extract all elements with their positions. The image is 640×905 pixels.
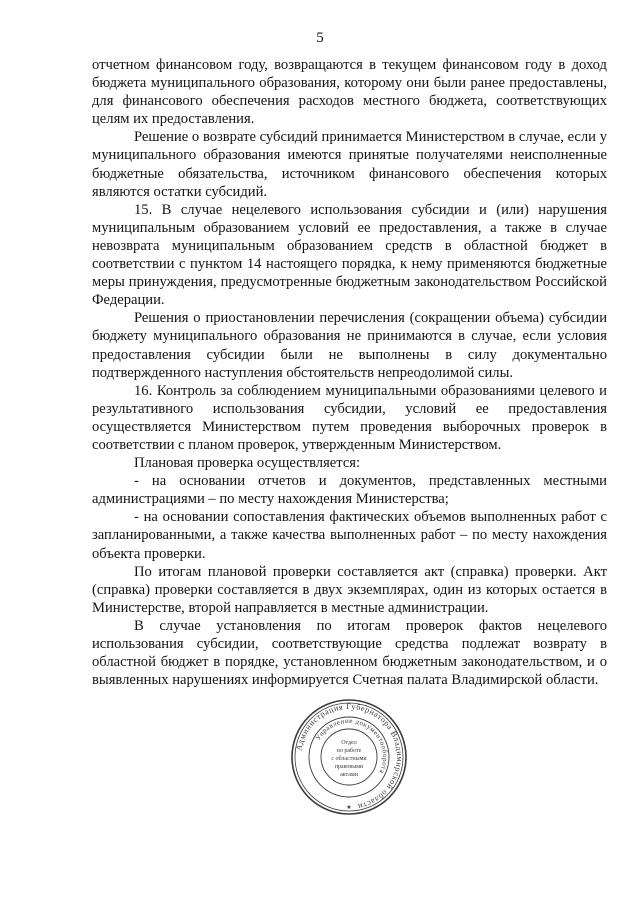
stamp-center-line: Отдел [341, 740, 357, 746]
stamp-center-line: правовыми [334, 764, 364, 770]
paragraph: 16. Контроль за соблюдением муниципальными образованиями целевого и результативного использования субсидии, условий ее предоставления осуществляется Министерством путем проведения выборочных проверок в соответствии с планом проверок, утвержденным Министерством. [92, 382, 607, 453]
paragraph: 15. В случае нецелевого использования субсидии и (или) нарушения муниципальным образованием условий ее предоставления, а также в случае невозврата муниципальным образованием средств в областной бюджет в соответствии с пунктом 14 настоящего порядка, к нему применяются бюджетные меры принуждения, предусмотренные бюджетным законодательством Российской Федерации. [92, 201, 607, 309]
stamp-center-line: с областными [331, 756, 367, 762]
paragraph: - на основании сопоставления фактических объемов выполненных работ с запланированными, а также качества выполненных работ – по месту нахождения объекта проверки. [92, 509, 607, 562]
page-number: 5 [316, 30, 324, 46]
paragraph: Решения о приостановлении перечисления (сокращении объема) субсидии бюджету муниципального образования не принимаются в случае, если условия предоставления субсидии были не выполнены в силу документально подтвержденного наступления обстоятельств непреодолимой силы. [92, 310, 607, 381]
paragraph: По итогам плановой проверки составляется акт (справка) проверки. Акт (справка) проверки составляется в двух экземплярах, один из которых остается в Министерстве, второй направляется в местные администрации. [92, 563, 607, 616]
star-icon: ★ [346, 805, 352, 811]
paragraph: Плановая проверка осуществляется: [134, 455, 361, 472]
paragraph: отчетном финансовом году, возвращаются в текущем финансовом году в доход бюджета муниципального образования, которому они были ранее предоставлены, для финансового обеспечения расходов местного бюджета, соответствующих целям их предоставления. [92, 57, 607, 128]
paragraph: В случае установления по итогам проверок фактов нецелевого использования субсидии, соответствующие средства подлежат возврату в областной бюджет в порядке, установленном бюджетным законодательством, и о выявленных нарушениях информируется Счетная палата Владимирской области. [92, 617, 607, 689]
paragraph: Решение о возврате субсидий принимается Министерством в случае, если у муниципального образования имеются принятые получателями неисполненные бюджетные обязательства, источником финансового обеспечения которых являются остатки субсидий. [92, 129, 607, 200]
stamp-outer-text: Администрация Губернатора Владимирской области [294, 701, 405, 812]
document-body [92, 56, 607, 689]
stamp-inner-text: Управление документооборота [314, 716, 390, 776]
stamp-center-line: актами [340, 772, 358, 778]
stamp-center-line: по работе [336, 748, 362, 754]
official-stamp [289, 697, 409, 817]
paragraph: - на основании отчетов и документов, представленных местными администрациями – по месту нахождения Министерства; [92, 473, 607, 508]
